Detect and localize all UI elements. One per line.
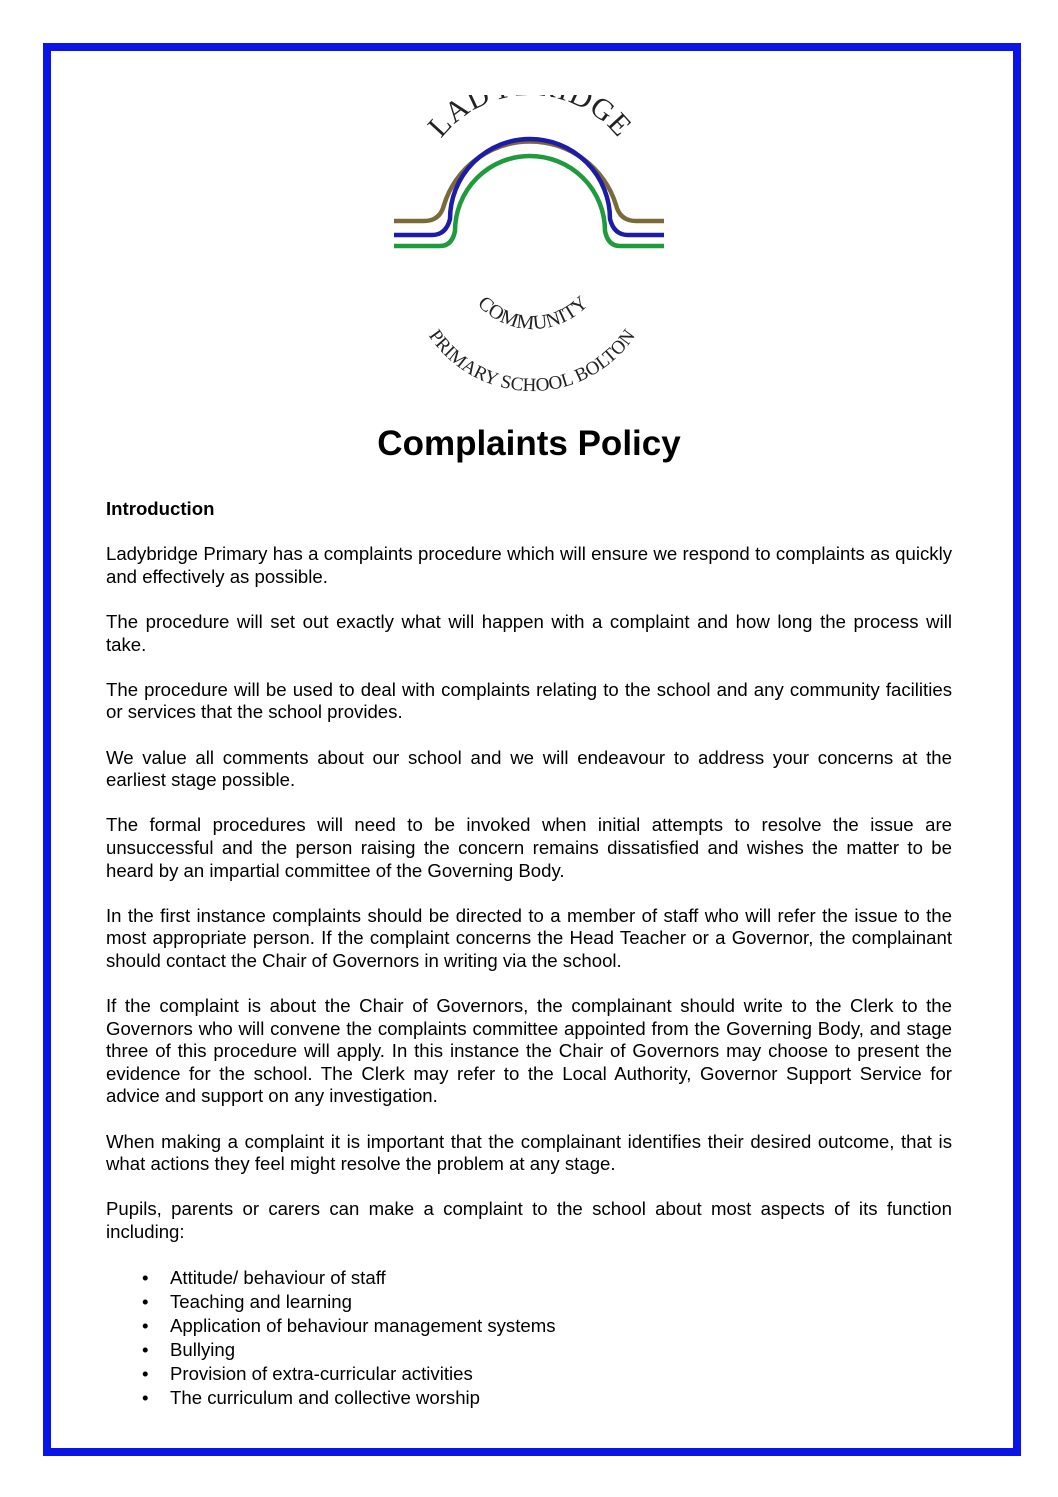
list-item — [106, 1386, 952, 1410]
document-body — [106, 498, 952, 1410]
list-item-text: Provision of extra-curricular activities — [170, 1363, 473, 1385]
school-logo-graphic — [380, 95, 680, 395]
bullet-icon: • — [142, 1315, 149, 1337]
bullet-icon: • — [142, 1363, 149, 1385]
list-item-text: Attitude/ behaviour of staff — [170, 1267, 386, 1289]
paragraph: In the first instance complaints should be directed to a member of staff who will refer the issue to the most appropriate person. If the complaint concerns the Head Teacher or a Governor, the complainant should contact the Chair of Governors in writing via the school. — [106, 904, 952, 971]
list-item-text: Bullying — [170, 1339, 236, 1361]
list-item — [106, 1266, 952, 1290]
paragraph: The procedure will set out exactly what will happen with a complaint and how long the process will take. — [106, 610, 952, 655]
bullet-icon: • — [142, 1267, 149, 1289]
list-item — [106, 1314, 952, 1338]
list-item-text: The curriculum and collective worship — [170, 1387, 481, 1409]
complaint-aspects-list — [106, 1266, 952, 1410]
list-item — [106, 1338, 952, 1362]
logo-top-text: LAD DGE — [421, 95, 639, 144]
bullet-icon: • — [142, 1339, 149, 1361]
logo-middle-text: COMMUNITY — [473, 291, 593, 335]
paragraph: If the complaint is about the Chair of Governors, the complainant should write to the Clerk to the Governors who will convene the complaints committee appointed from the Governing Body, and stage three of this procedure will apply. In this instance the Chair of Governors may choose to present the evidence for the school. The Clerk may refer to the Local Authority, Governor Support Service for advice and support on any investigation. — [106, 995, 952, 1107]
logo-bottom-text: PRIMARY SCHOOL BOLTON — [424, 325, 640, 395]
section-heading: Introduction — [106, 498, 215, 519]
paragraph: The procedure will be used to deal with complaints relating to the school and any community facilities or services that the school provides. — [106, 678, 952, 723]
paragraph: Pupils, parents or carers can make a complaint to the school about most aspects of its function including: — [106, 1198, 952, 1242]
logo-arch-olive — [394, 142, 664, 221]
list-item-text: Application of behaviour management systems — [170, 1315, 556, 1337]
list-item-text: Teaching and learning — [170, 1291, 352, 1313]
bullet-icon: • — [142, 1291, 149, 1313]
paragraph: We value all comments about our school and we will endeavour to address your concerns at the earliest stage possible. — [106, 746, 952, 791]
paragraph: When making a complaint it is important that the complainant identifies their desired outcome, that is what actions they feel might resolve the problem at any stage. — [106, 1130, 952, 1175]
school-logo — [380, 95, 680, 395]
page-title: Complaints Policy — [377, 424, 681, 463]
list-item — [106, 1290, 952, 1314]
bullet-icon: • — [142, 1387, 149, 1409]
list-item — [106, 1362, 952, 1386]
paragraph: Ladybridge Primary has a complaints procedure which will ensure we respond to complaints as quickly and effectively as possible. — [106, 543, 952, 587]
paragraph: The formal procedures will need to be invoked when initial attempts to resolve the issue are unsuccessful and the person raising the concern remains dissatisfied and wishes the matter to be heard by an impartial committee of the Governing Body. — [106, 814, 952, 881]
